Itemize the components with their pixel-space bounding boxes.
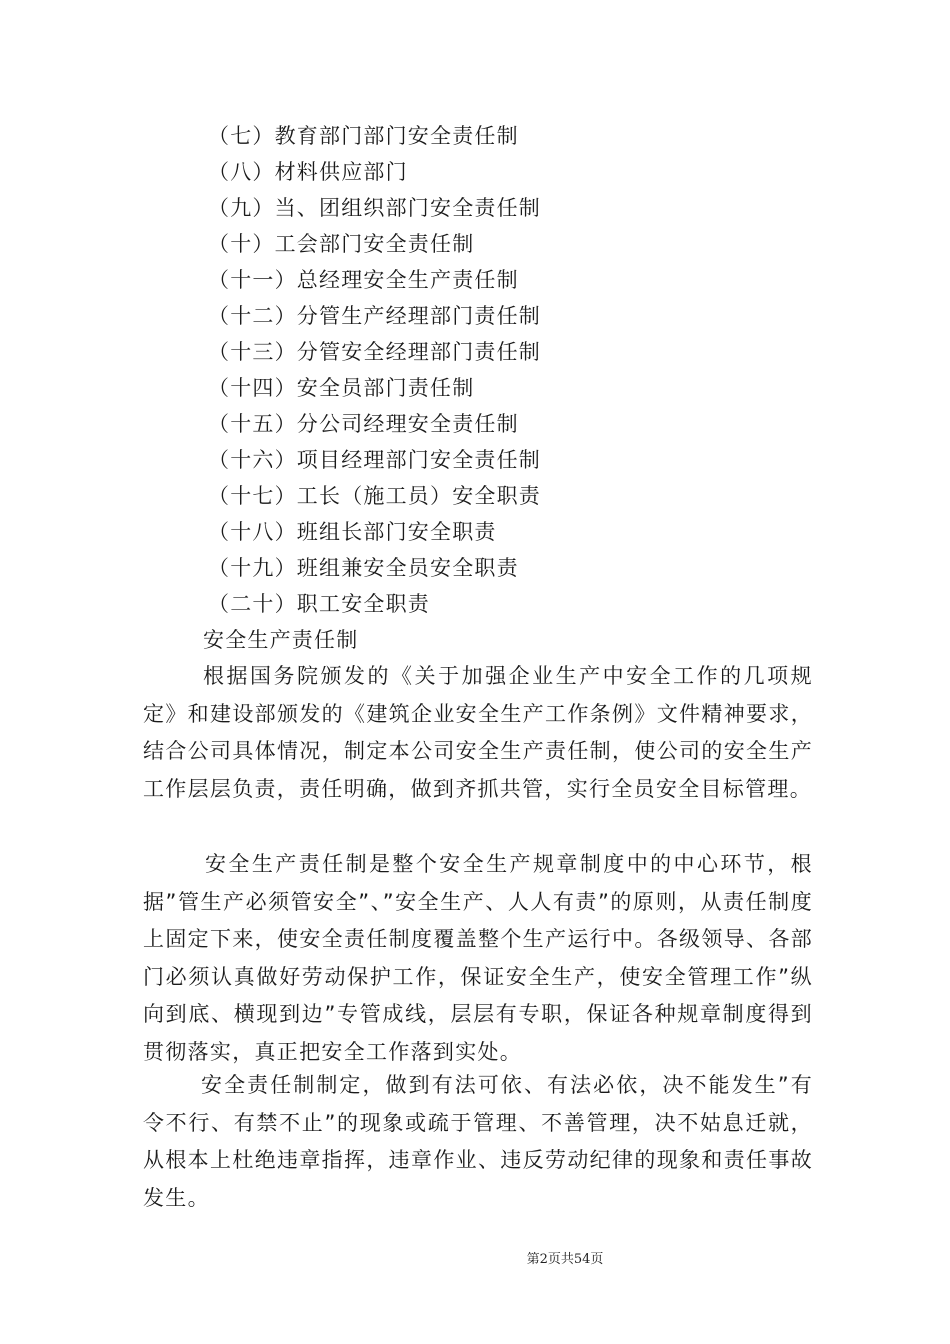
section-title: 安全生产责任制 <box>203 628 359 652</box>
toc-item: （十六）项目经理部门安全责任制 <box>208 448 541 472</box>
body-paragraph: 安全生产责任制是整个安全生产规章制度中的中心环节，根据”管生产必须管安全”、”安全生产、人人有责”的原则，从责任制度上固定下来，使安全责任制度覆盖整个生产运行中。各级领导、各部门必须认真做好劳动保护工作，保证安全生产，使安全管理工作”纵向到底、横现到边”专管成线，层层有专职，保证各种规章制度得到贯彻落实，真正把安全工作落到实处。 <box>143 852 813 1064</box>
table-of-contents <box>208 118 828 622</box>
toc-item: （十八）班组长部门安全职责 <box>208 520 497 544</box>
toc-item: （十五）分公司经理安全责任制 <box>208 412 519 436</box>
toc-item: （十九）班组兼安全员安全职责 <box>208 556 519 580</box>
toc-item: （十七）工长（施工员）安全职责 <box>208 484 541 508</box>
toc-item: （十四）安全员部门责任制 <box>208 376 475 400</box>
toc-item: （九）当、团组织部门安全责任制 <box>208 196 541 220</box>
toc-item: （十）工会部门安全责任制 <box>208 232 475 256</box>
page-footer <box>0 1248 950 1267</box>
body-paragraph: 安全责任制制定，做到有法可依、有法必依，决不能发生”有令不行、有禁不止”的现象或疏于管理、不善管理，决不姑息迁就，从根本上杜绝违章指挥，违章作业、违反劳动纪律的现象和责任事故发生。 <box>143 1073 813 1210</box>
toc-item: （十二）分管生产经理部门责任制 <box>208 304 541 328</box>
toc-item: （十一）总经理安全生产责任制 <box>208 268 519 292</box>
page-number-label: 第2页共54页 <box>526 1252 604 1267</box>
toc-item: （二十）职工安全职责 <box>208 592 430 616</box>
toc-item: （七）教育部门部门安全责任制 <box>208 124 519 148</box>
toc-item: （八）材料供应部门 <box>208 160 408 184</box>
body-paragraph: 根据国务院颁发的《关于加强企业生产中安全工作的几项规定》和建设部颁发的《建筑企业安全生产工作条例》文件精神要求，结合公司具体情况，制定本公司安全生产责任制，使公司的安全生产工作层层负责，责任明确，做到齐抓共管，实行全员安全目标管理。 <box>143 664 813 801</box>
toc-item: （十三）分管安全经理部门责任制 <box>208 340 541 364</box>
